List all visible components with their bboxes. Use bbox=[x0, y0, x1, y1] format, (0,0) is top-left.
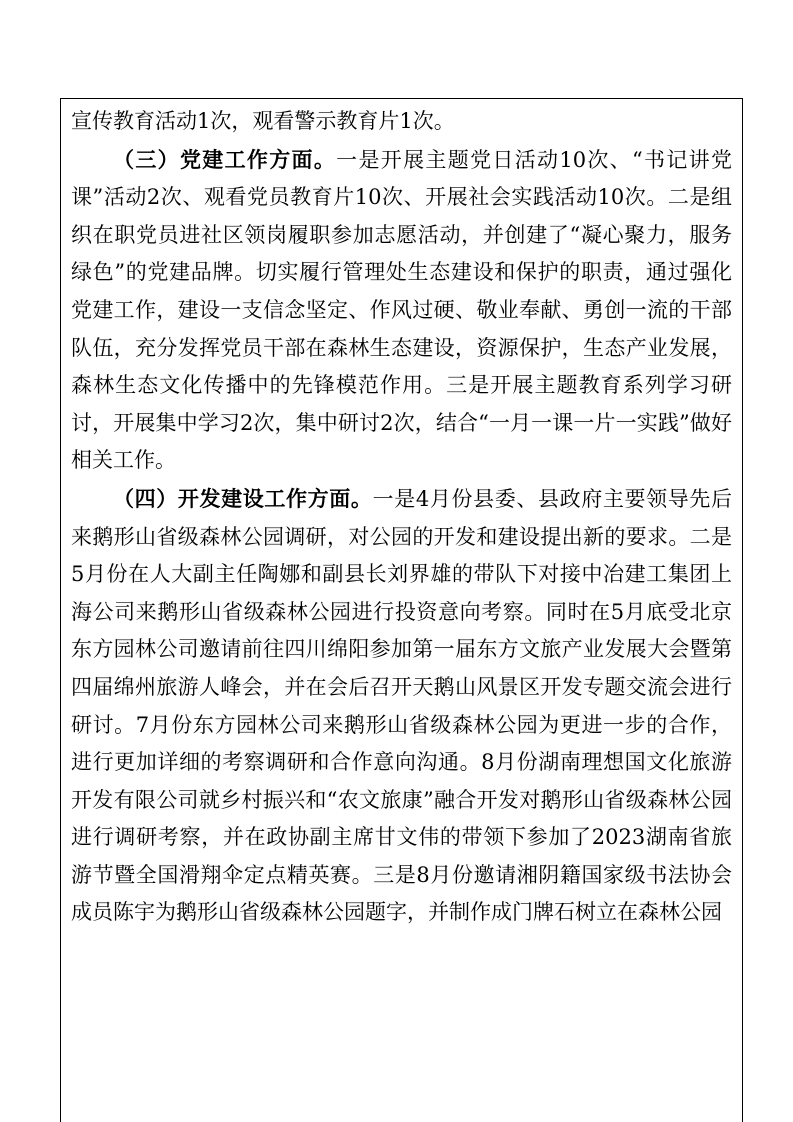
section-4-heading: （四）开发建设工作方面。 bbox=[113, 485, 373, 511]
section-4-paragraph bbox=[71, 480, 732, 932]
section-3-heading: （三）党建工作方面。 bbox=[113, 146, 337, 172]
section-4-body: 一是4月份县委、县政府主要领导先后来鹅形山省级森林公园调研，对公园的开发和建设提出新的要求。二是5月份在人大副主任陶娜和副县长刘界雄的带队下对接中冶建工集团上海公司来鹅形山省级森林公园进行投资意向考察。同时在5月底受北京东方园林公司邀请前往四川绵阳参加第一届东方文旅产业发展大会暨第四届绵州旅游人峰会，并在会后召开天鹅山风景区开发专题交流会进行研讨。7月份东方园林公司来鹅形山省级森林公园为更进一步的合作，进行更加详细的考察调研和合作意向沟通。8月份湖南理想国文化旅游开发有限公司就乡村振兴和“农文旅康”融合开发对鹅形山省级森林公园进行调研考察，并在政协副主席甘文伟的带领下参加了2023湖南省旅游节暨全国滑翔伞定点精英赛。三是8月份邀请湘阴籍国家级书法协会成员陈宇为鹅形山省级森林公园题字，并制作成门牌石树立在森林公园 bbox=[71, 486, 733, 925]
document-table-frame bbox=[60, 98, 743, 1122]
section-3-paragraph bbox=[71, 141, 732, 480]
continuation-paragraph: 宣传教育活动1次，观看警示教育片1次。 bbox=[71, 109, 455, 133]
section-3-body: 一是开展主题党日活动10次、“书记讲党课”活动2次、观看党员教育片10次、开展社会实践活动10次。二是组织在职党员进社区领岗履职参加志愿活动，并创建了“凝心聚力，服务绿色”的党建品牌。切实履行管理处生态建设和保护的职责，通过强化党建工作，建设一支信念坚定、作风过硬、敬业奉献、勇创一流的干部队伍，充分发挥党员干部在森林生态建设，资源保护，生态产业发展，森林生态文化传播中的先锋模范作用。三是开展主题教育系列学习研讨，开展集中学习2次，集中研讨2次，结合“一月一课一片一实践”做好相关工作。 bbox=[71, 147, 732, 473]
document-body bbox=[71, 103, 732, 932]
